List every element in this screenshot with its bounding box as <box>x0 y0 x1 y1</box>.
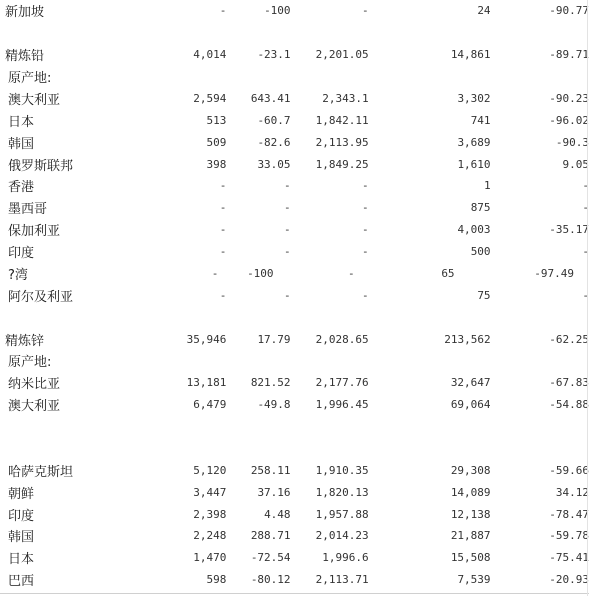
value-cell-col3: - <box>362 223 369 237</box>
row-label: 精炼铅 <box>5 49 45 65</box>
table-row <box>5 219 589 241</box>
value-cell-col4: 1 <box>483 179 491 193</box>
value-cell-col1: 2,398 <box>193 507 227 521</box>
value-cell-col2: 33.05 <box>257 157 291 171</box>
value-cell-col2: 643.41 <box>250 91 291 105</box>
value-cell-col1: 513 <box>206 113 227 127</box>
value-cell-col2: 288.71 <box>250 529 291 543</box>
value-cell-col1: 2,594 <box>193 91 227 105</box>
value-cell-col2: -23.1 <box>257 48 291 62</box>
table-row <box>5 66 589 88</box>
value-cell-col4: 12,138 <box>450 507 491 521</box>
value-cell-col3: 2,343.1 <box>322 91 369 105</box>
row-label: 韩国 <box>8 136 35 152</box>
right-divider <box>587 0 588 596</box>
spacer-cell <box>5 438 589 460</box>
value-cell-col5: -96.02 <box>549 113 589 127</box>
value-cell-col2 <box>226 350 290 372</box>
value-cell-col1: - <box>219 179 227 193</box>
value-cell-col3: - <box>362 288 369 302</box>
table-row <box>5 153 589 175</box>
value-cell-col2: 258.11 <box>250 463 291 477</box>
table-row <box>5 197 589 219</box>
trade-table-body <box>5 0 589 591</box>
value-cell-col4: 29,308 <box>450 463 491 477</box>
value-cell-col2: 821.52 <box>250 376 291 390</box>
spacer-cell <box>5 22 589 44</box>
value-cell-col3 <box>291 66 369 88</box>
value-cell-col4: 4,003 <box>457 223 491 237</box>
value-cell-col1: 509 <box>206 135 227 149</box>
table-row <box>5 481 589 503</box>
value-cell-col3: 1,842.11 <box>315 113 369 127</box>
value-cell-col2: -49.8 <box>257 398 291 412</box>
value-cell-col3: - <box>348 266 355 280</box>
row-label: 澳大利亚 <box>8 92 61 108</box>
value-cell-col5: -67.83 <box>549 376 589 390</box>
value-cell-col1: 35,946 <box>186 332 227 346</box>
row-label: 精炼锌 <box>5 333 45 349</box>
value-cell-col4: 65 <box>441 266 455 280</box>
value-cell-col5: -90.23 <box>549 91 589 105</box>
row-label: 保加利亚 <box>8 224 61 240</box>
value-cell-col2: 37.16 <box>257 485 291 499</box>
value-cell-col5 <box>491 66 589 88</box>
row-label: 韩国 <box>8 530 35 546</box>
spacer-row <box>5 438 589 460</box>
value-cell-col4: 875 <box>470 201 491 215</box>
table-row <box>5 44 589 66</box>
value-cell-col2: 4.48 <box>264 507 291 521</box>
value-cell-col3: 1,957.88 <box>315 507 369 521</box>
table-row <box>5 0 589 22</box>
value-cell-col3: 2,028.65 <box>315 332 369 346</box>
value-cell-col1: 3,447 <box>193 485 227 499</box>
value-cell-col3: 1,849.25 <box>315 157 369 171</box>
value-cell-col1: - <box>211 266 219 280</box>
table-row <box>5 525 589 547</box>
value-cell-col3: 2,113.71 <box>315 573 369 587</box>
value-cell-col2: 17.79 <box>257 332 291 346</box>
value-cell-col1 <box>144 66 226 88</box>
table-row <box>5 175 589 197</box>
value-cell-col4: 14,089 <box>450 485 491 499</box>
value-cell-col2: - <box>283 223 291 237</box>
value-cell-col1: 13,181 <box>186 376 227 390</box>
value-cell-col5: 9.05 <box>562 157 589 171</box>
value-cell-col3 <box>291 350 369 372</box>
value-cell-col2: -100 <box>264 4 291 18</box>
table-row <box>5 109 589 131</box>
value-cell-col5: -54.88 <box>549 398 589 412</box>
row-label: 原产地: <box>8 71 52 87</box>
value-cell-col3: - <box>362 179 369 193</box>
value-cell-col2: -60.7 <box>257 113 291 127</box>
value-cell-col2: - <box>283 201 291 215</box>
trade-table <box>5 0 589 591</box>
row-label: 朝鲜 <box>8 486 35 502</box>
table-row <box>5 263 589 285</box>
value-cell-col4: 32,647 <box>450 376 491 390</box>
value-cell-col3: - <box>362 201 369 215</box>
value-cell-col2: -72.54 <box>250 551 291 565</box>
table-row <box>5 284 589 306</box>
row-label: 日本 <box>8 552 35 568</box>
row-label: 澳大利亚 <box>8 399 61 415</box>
spacer-row <box>5 306 589 328</box>
value-cell-col3: - <box>362 4 369 18</box>
value-cell-col5: -75.41 <box>549 551 589 565</box>
value-cell-col4: 14,861 <box>450 48 491 62</box>
value-cell-col5: -35.17 <box>549 223 589 237</box>
value-cell-col2: -80.12 <box>250 573 291 587</box>
value-cell-col5: - <box>582 201 589 215</box>
value-cell-col3: 2,113.95 <box>315 135 369 149</box>
value-cell-col3: 2,177.76 <box>315 376 369 390</box>
value-cell-col5: 34.12 <box>555 485 589 499</box>
value-cell-col4: 213,562 <box>444 332 491 346</box>
value-cell-col2: - <box>283 179 291 193</box>
value-cell-col5: - <box>582 179 589 193</box>
value-cell-col4: 7,539 <box>457 573 491 587</box>
value-cell-col5: -62.25 <box>549 332 589 346</box>
value-cell-col1 <box>144 350 226 372</box>
row-label: 香港 <box>8 180 35 196</box>
value-cell-col5 <box>491 350 589 372</box>
value-cell-col1: - <box>219 288 227 302</box>
value-cell-col1: 598 <box>206 573 227 587</box>
row-label: 俄罗斯联邦 <box>8 158 74 174</box>
value-cell-col1: 1,470 <box>193 551 227 565</box>
value-cell-col5: -78.47 <box>549 507 589 521</box>
value-cell-col4: 500 <box>470 245 491 259</box>
row-label: 墨西哥 <box>8 202 48 218</box>
table-row <box>5 503 589 525</box>
table-row <box>5 459 589 481</box>
value-cell-col1: 398 <box>206 157 227 171</box>
value-cell-col3: 1,996.6 <box>322 551 369 565</box>
spacer-row <box>5 22 589 44</box>
row-label: 新加坡 <box>5 5 45 21</box>
value-cell-col4: 69,064 <box>450 398 491 412</box>
value-cell-col1: 5,120 <box>193 463 227 477</box>
value-cell-col4: 3,689 <box>457 135 491 149</box>
value-cell-col1: - <box>219 201 227 215</box>
value-cell-col3: 2,201.05 <box>315 48 369 62</box>
value-cell-col5: -20.93 <box>549 573 589 587</box>
value-cell-col4: 1,610 <box>457 157 491 171</box>
value-cell-col3: 1,996.45 <box>315 398 369 412</box>
value-cell-col4 <box>369 350 491 372</box>
table-row <box>5 241 589 263</box>
spacer-cell <box>5 416 589 438</box>
value-cell-col4: 75 <box>477 288 491 302</box>
bottom-divider <box>0 593 589 594</box>
value-cell-col4: 741 <box>470 113 491 127</box>
spacer-row <box>5 416 589 438</box>
table-row <box>5 394 589 416</box>
value-cell-col2: -100 <box>247 266 274 280</box>
value-cell-col5: - <box>582 288 589 302</box>
row-label: 印度 <box>8 508 35 524</box>
row-label: 印度 <box>8 246 35 262</box>
value-cell-col3: - <box>362 245 369 259</box>
value-cell-col2: - <box>283 288 291 302</box>
table-row <box>5 547 589 569</box>
row-label: ?湾 <box>8 267 28 283</box>
value-cell-col3: 1,910.35 <box>315 463 369 477</box>
row-label: 巴西 <box>8 574 35 590</box>
table-row <box>5 131 589 153</box>
value-cell-col3: 1,820.13 <box>315 485 369 499</box>
value-cell-col4: 3,302 <box>457 91 491 105</box>
value-cell-col1: - <box>219 223 227 237</box>
table-row <box>5 350 589 372</box>
value-cell-col1: 2,248 <box>193 529 227 543</box>
row-label: 原产地: <box>8 355 52 371</box>
value-cell-col1: - <box>219 245 227 259</box>
table-row <box>5 372 589 394</box>
value-cell-col4: 15,508 <box>450 551 491 565</box>
row-label: 哈萨克斯坦 <box>8 464 74 480</box>
value-cell-col5: -90.3 <box>555 135 589 149</box>
value-cell-col2: - <box>283 245 291 259</box>
value-cell-col1: 6,479 <box>193 398 227 412</box>
value-cell-col1: - <box>219 4 227 18</box>
value-cell-col5: -90.77 <box>549 4 589 18</box>
row-label: 日本 <box>8 114 35 130</box>
value-cell-col1: 4,014 <box>193 48 227 62</box>
value-cell-col2 <box>226 66 290 88</box>
value-cell-col4 <box>369 66 491 88</box>
value-cell-col5: -59.78 <box>549 529 589 543</box>
value-cell-col4: 24 <box>477 4 491 18</box>
table-row <box>5 569 589 591</box>
value-cell-col4: 21,887 <box>450 529 491 543</box>
value-cell-col5: -89.71 <box>549 48 589 62</box>
table-row <box>5 88 589 110</box>
value-cell-col2: -82.6 <box>257 135 291 149</box>
row-label: 纳米比亚 <box>8 377 61 393</box>
value-cell-col5: -97.49 <box>534 266 574 280</box>
value-cell-col5: - <box>582 245 589 259</box>
spacer-cell <box>5 306 589 328</box>
table-row <box>5 328 589 350</box>
row-label: 阿尔及利亚 <box>8 289 74 305</box>
value-cell-col5: -59.66 <box>549 463 589 477</box>
value-cell-col3: 2,014.23 <box>315 529 369 543</box>
